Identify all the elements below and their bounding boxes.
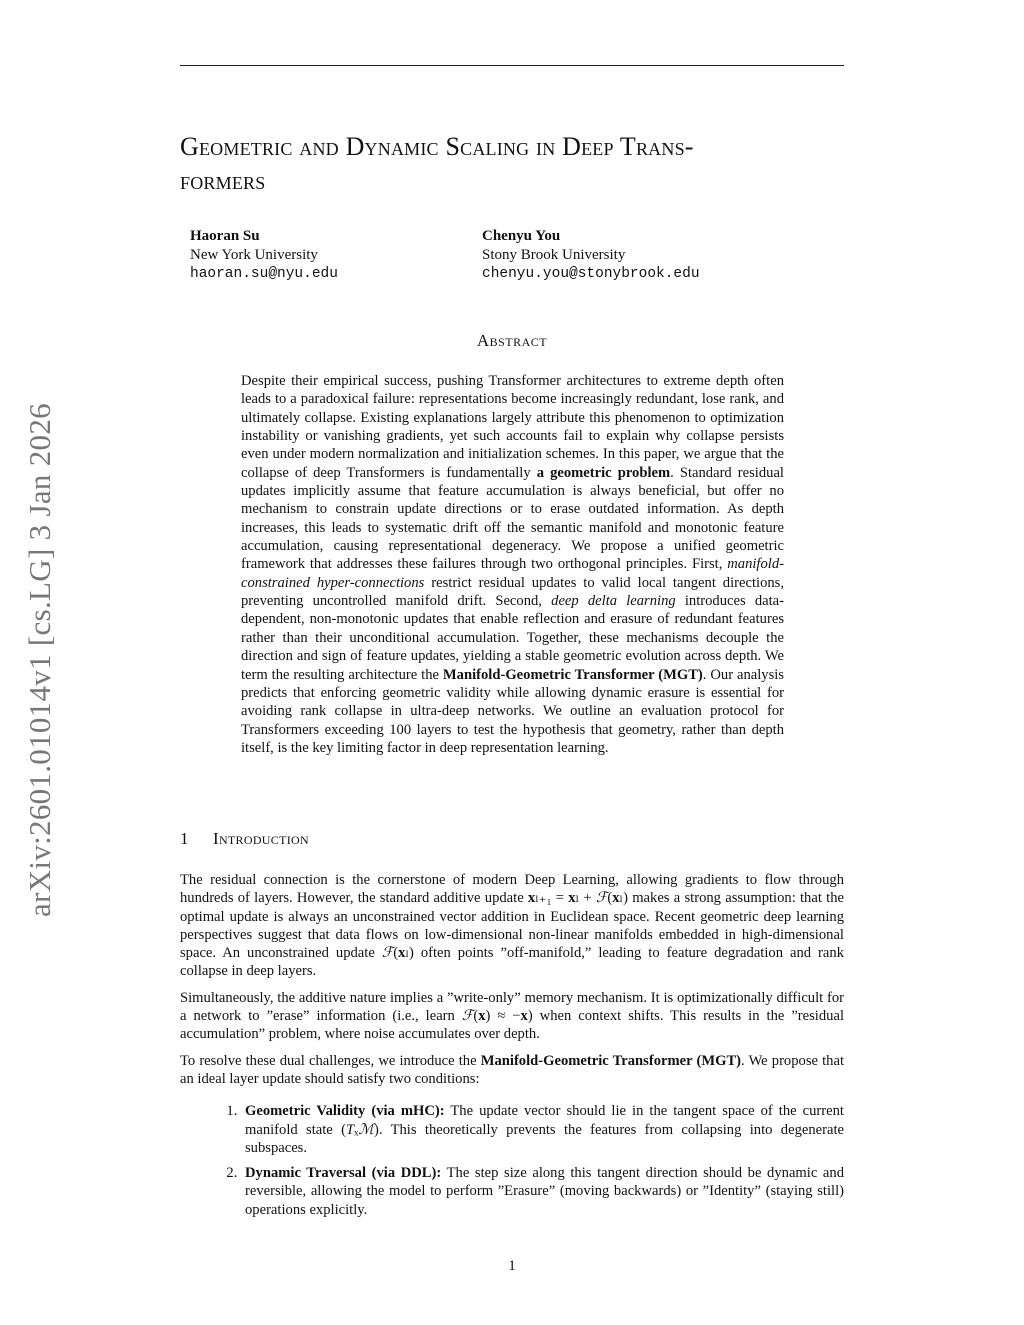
text-run: ₗ) makes a strong assumption: that the optimal update is always an unconstrained vector addition in Euclidean space. Recent geometric deep learning perspectives suggest that data flows on low-dimensional non-linear manifolds embedded in high-dimensional space. An unconstrained update [180,890,844,962]
paragraph [180,1052,844,1089]
text-run: Despite their empirical success, pushing Transformer architectures to extreme depth often leads to a paradoxical failure: representations become increasingly redundant, lose rank, and ultimately collapse. Existing explanations largely attribute this phenomenon to optimization instability or vanishing gradients, yet such accounts fail to explain why collapse persists even under modern normalization and initialization schemes. In this paper, we argue that the collapse of deep Transformers is fundamentally [241,373,784,481]
bold-text: a geometric problem [536,464,671,481]
text-run: . We propose that an ideal layer update should satisfy two conditions: [180,1052,844,1087]
author-affiliation: Stony Brook University [482,247,626,263]
math-text: ℱ [461,1008,474,1025]
bold-text: Manifold-Geometric Transformer (MGT) [480,1052,742,1069]
text-run: The update vector should lie in the tangent space of the current manifold state ( [245,1103,844,1138]
bold-text: Geometric Validity (via mHC): [245,1103,445,1120]
author-affiliation: New York University [190,247,318,263]
title-line-1: Geometric and Dynamic Scaling in Deep Trans- [180,132,694,161]
author-2 [482,227,700,284]
text-run: The residual connection is the cornerstone of modern Deep Learning, allowing gradients to flow through hundreds of layers. However, the standard additive update [180,872,844,907]
text-run: ) ≈ − [485,1008,521,1025]
text-run: . Standard residual updates implicitly assume that feature accumulation is always beneficial, but offer no mechanism to constrain update directions or to erase outdated information. As depth increases, this leads to systematic drift off the semantic manifold and monotonic feature accumulation, causing representational degeneracy. We propose a unified geometric framework that addresses these failures through two orthogonal principles. First, [241,464,784,573]
math-text: x [568,890,576,907]
author-email: haoran.su@nyu.edu [190,266,338,282]
page-number: 1 [508,1258,516,1274]
math-text: x [612,890,620,907]
text-run: ( [393,945,399,962]
text-run: . Our analysis predicts that enforcing geometric validity while allowing dynamic erasure is essential for avoiding rank collapse in ultra-deep networks. We outline an evaluation protocol for Transformers exceeding 100 layers to test the hypothesis that geometry, rather than depth itself, is the key limiting factor in deep representation learning. [241,666,784,756]
author-1 [190,227,338,284]
bold-text: Manifold-Geometric Transformer (MGT) [442,666,703,683]
abstract-text [241,372,784,757]
text-run: To resolve these dual challenges, we introduce the [180,1052,481,1069]
arxiv-identifier: arXiv:2601.01014v1 [cs.LG] 3 Jan 2026 [22,403,57,917]
text-run: The step size along this tangent direction should be dynamic and reversible, allowing the model to perform ”Erasure” (moving backwards) or ”Identity” (staying still) operations explicitly. [245,1165,844,1218]
abstract-heading: Abstract [476,331,548,350]
text-run: introduces data-dependent, non-monotonic updates that enable reflection and erasure of redundant features rather than their unconditional accumulation. Together, these mechanisms decouple the direction and sign of feature updates, yielding a stable geometric evolution across depth. We term the resulting architecture the [241,593,785,683]
text-run: ₗ₊₁ = [535,890,569,907]
text-run: Simultaneously, the additive nature implies a ”write-only” memory mechanism. It is optimizationally difficult for a network to ”erase” information (i.e., learn [180,989,844,1025]
section-heading [180,829,309,849]
author-name: Chenyu You [482,228,561,244]
header-rule [180,65,844,66]
text-run: ₗ + [575,890,596,907]
math-text: ℱ [381,945,394,962]
text-run: ) when context shifts. This results in the ”residual accumulation” problem, where noise accumulates over depth. [180,1008,844,1043]
text-run: ). This theoretically prevents the features from collapsing into degenerate subspaces. [245,1121,844,1156]
math-text: ℳ [358,1121,374,1138]
text-run: ₓ [354,1121,359,1138]
author-email: chenyu.you@stonybrook.edu [482,266,700,282]
text-run: ( [607,890,613,907]
math-text: deep delta learning [551,593,676,610]
list-item [241,1164,844,1219]
math-text: T [346,1121,355,1138]
math-text: x [527,890,536,907]
text-run: ₗ) often points ”off-manifold,” leading to feature degradation and rank collapse in deep layers. [180,945,844,980]
introduction-body [180,871,844,1226]
list-item [241,1102,844,1157]
section-number: 1 [180,829,189,848]
text-run: ( [473,1008,479,1025]
paragraph [180,871,844,981]
conditions-list [180,1102,844,1219]
math-text: ℱ [595,890,608,907]
math-text: manifold-constrained hyper-connections [241,556,784,591]
paper-title [180,130,850,198]
math-text: x [520,1008,528,1025]
bold-text: Dynamic Traversal (via DDL): [245,1165,442,1182]
author-name: Haoran Su [190,228,260,244]
text-run: restrict residual updates to valid local tangent directions, preventing uncontrolled manifold drift. Second, [241,574,784,610]
section-title: Introduction [213,829,309,848]
math-text: x [478,1008,486,1025]
title-line-2: formers [180,166,266,195]
math-text: x [398,945,406,962]
paragraph [180,989,844,1044]
